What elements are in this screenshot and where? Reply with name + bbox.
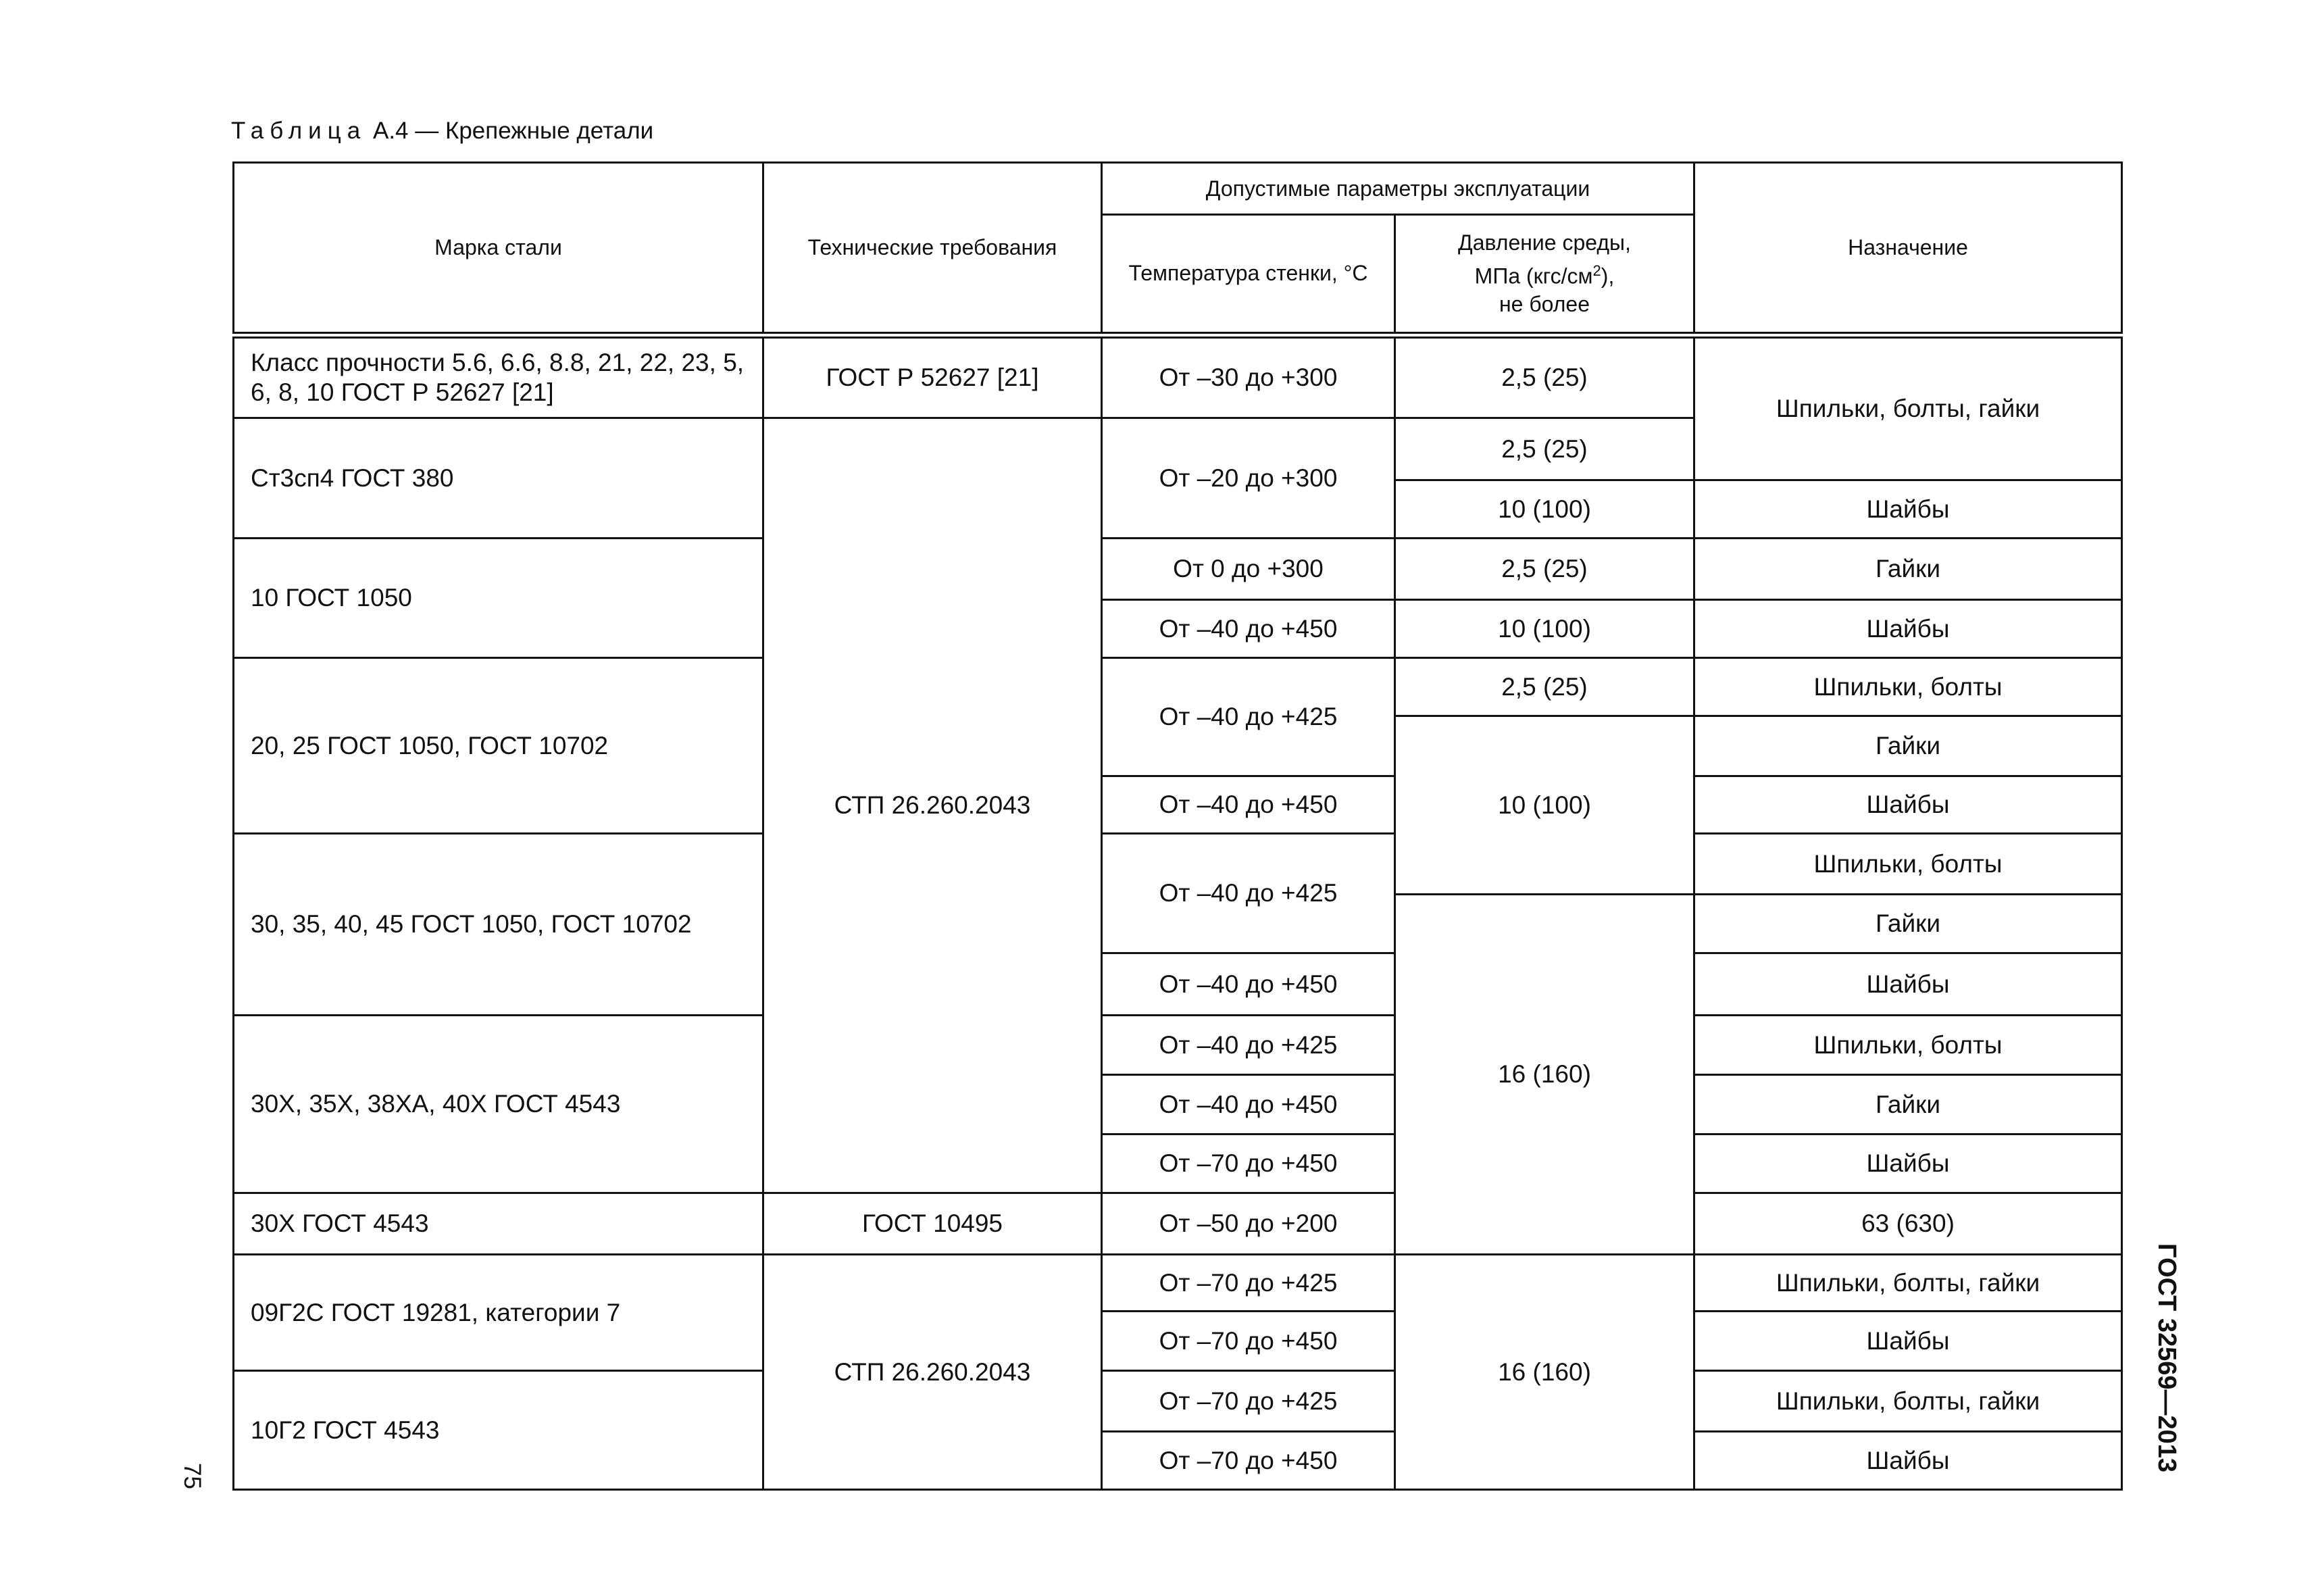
table-row (234, 1016, 2122, 1075)
steel-grade-cell: Класс прочности 5.6, 6.6, 8.8, 21, 22, 23, 5, 6, 8, 10 ГОСТ Р 52627 [21] (234, 335, 763, 418)
pressure-unit: МПа (кгс/см (1474, 264, 1593, 289)
steel-grade-cell: 30, 35, 40, 45 ГОСТ 1050, ГОСТ 10702 (234, 834, 763, 1016)
table-row (234, 539, 2122, 600)
purpose-cell: Шайбы (1694, 1432, 2122, 1490)
steel-grade-cell: 30Х, 35Х, 38ХА, 40Х ГОСТ 4543 (234, 1016, 763, 1193)
document-designation: ГОСТ 32569—2013 (2153, 1243, 2181, 1473)
steel-grade-cell: 20, 25 ГОСТ 1050, ГОСТ 10702 (234, 658, 763, 834)
purpose-cell: Шпильки, болты, гайки (1694, 335, 2122, 480)
tech-requirements-cell: ГОСТ Р 52627 [21] (763, 335, 1102, 418)
temperature-cell: От –20 до +300 (1102, 418, 1395, 539)
purpose-cell: Гайки (1694, 539, 2122, 600)
pressure-line-2 (1404, 257, 1685, 291)
purpose-cell: Шайбы (1694, 1134, 2122, 1193)
table-row (234, 1255, 2122, 1312)
header-operating-params: Допустимые параметры эксплуатации (1102, 163, 1694, 215)
steel-grade-cell: 09Г2С ГОСТ 19281, категории 7 (234, 1255, 763, 1371)
temperature-cell: От –40 до +425 (1102, 1016, 1395, 1075)
pressure-cell: 2,5 (25) (1395, 418, 1694, 480)
tech-requirements-cell: СТП 26.260.2043 (763, 418, 1102, 1193)
table-caption (231, 116, 653, 146)
header-wall-temperature: Температура стенки, °C (1102, 215, 1395, 335)
temperature-cell: От –40 до +425 (1102, 658, 1395, 776)
header-purpose: Назначение (1694, 163, 2122, 335)
table-caption-text: А.4 — Крепежные детали (372, 118, 654, 144)
temperature-cell: От –70 до +450 (1102, 1134, 1395, 1193)
purpose-cell: Шпильки, болты (1694, 658, 2122, 716)
purpose-cell: Шайбы (1694, 953, 2122, 1016)
pressure-cell: 16 (160) (1395, 895, 1694, 1255)
table-row (234, 1193, 2122, 1255)
temperature-cell: От –40 до +450 (1102, 1075, 1395, 1134)
purpose-cell: Шпильки, болты, гайки (1694, 1371, 2122, 1432)
header-steel-grade: Марка стали (234, 163, 763, 335)
purpose-cell: Шайбы (1694, 1312, 2122, 1371)
temperature-cell: От –40 до +450 (1102, 776, 1395, 834)
temperature-cell: От –70 до +425 (1102, 1255, 1395, 1312)
pressure-unit-close: ), (1601, 264, 1615, 289)
pressure-unit-exponent: 2 (1592, 261, 1601, 279)
table-row (234, 658, 2122, 716)
temperature-cell: От –40 до +425 (1102, 834, 1395, 953)
steel-grade-cell: 30Х ГОСТ 4543 (234, 1193, 763, 1255)
table-row (234, 1371, 2122, 1432)
pressure-cell: 10 (100) (1395, 480, 1694, 539)
purpose-cell: Гайки (1694, 1075, 2122, 1134)
tech-requirements-cell: СТП 26.260.2043 (763, 1255, 1102, 1490)
header-medium-pressure (1395, 215, 1694, 335)
temperature-cell: От –40 до +450 (1102, 953, 1395, 1016)
header-row (234, 163, 2122, 215)
temperature-cell: От –70 до +425 (1102, 1371, 1395, 1432)
pressure-cell: 10 (100) (1395, 600, 1694, 658)
pressure-cell: 2,5 (25) (1395, 658, 1694, 716)
pressure-cell: 63 (630) (1694, 1193, 2122, 1255)
temperature-cell: От –50 до +200 (1102, 1193, 1395, 1255)
page-number: 75 (179, 1463, 205, 1489)
purpose-cell: Шайбы (1694, 600, 2122, 658)
steel-grade-cell: 10Г2 ГОСТ 4543 (234, 1371, 763, 1490)
table-row (234, 335, 2122, 418)
steel-grade-cell: Ст3сп4 ГОСТ 380 (234, 418, 763, 539)
pressure-cell: 2,5 (25) (1395, 335, 1694, 418)
purpose-cell: Шпильки, болты (1694, 834, 2122, 895)
purpose-cell: Шпильки, болты (1694, 1016, 2122, 1075)
purpose-cell: Гайки (1694, 895, 2122, 953)
purpose-cell: Шайбы (1694, 776, 2122, 834)
table-row (234, 834, 2122, 895)
purpose-cell: Гайки (1694, 716, 2122, 776)
temperature-cell: От –70 до +450 (1102, 1312, 1395, 1371)
pressure-line-1: Давление среды, (1458, 230, 1631, 255)
pressure-cell: 10 (100) (1395, 716, 1694, 895)
header-tech-requirements: Технические требования (763, 163, 1102, 335)
purpose-cell: Шайбы (1694, 480, 2122, 539)
temperature-cell: От –40 до +450 (1102, 600, 1395, 658)
pressure-cell: 2,5 (25) (1395, 539, 1694, 600)
steel-grade-cell: 10 ГОСТ 1050 (234, 539, 763, 658)
pressure-cell: 16 (160) (1395, 1255, 1694, 1490)
tech-requirements-cell: ГОСТ 10495 (763, 1193, 1102, 1255)
table-caption-prefix: Таблица (231, 118, 367, 144)
fasteners-table (232, 161, 2123, 1491)
temperature-cell: От –70 до +450 (1102, 1432, 1395, 1490)
pressure-line-3: не более (1499, 291, 1590, 316)
temperature-cell: От –30 до +300 (1102, 335, 1395, 418)
purpose-cell: Шпильки, болты, гайки (1694, 1255, 2122, 1312)
temperature-cell: От 0 до +300 (1102, 539, 1395, 600)
